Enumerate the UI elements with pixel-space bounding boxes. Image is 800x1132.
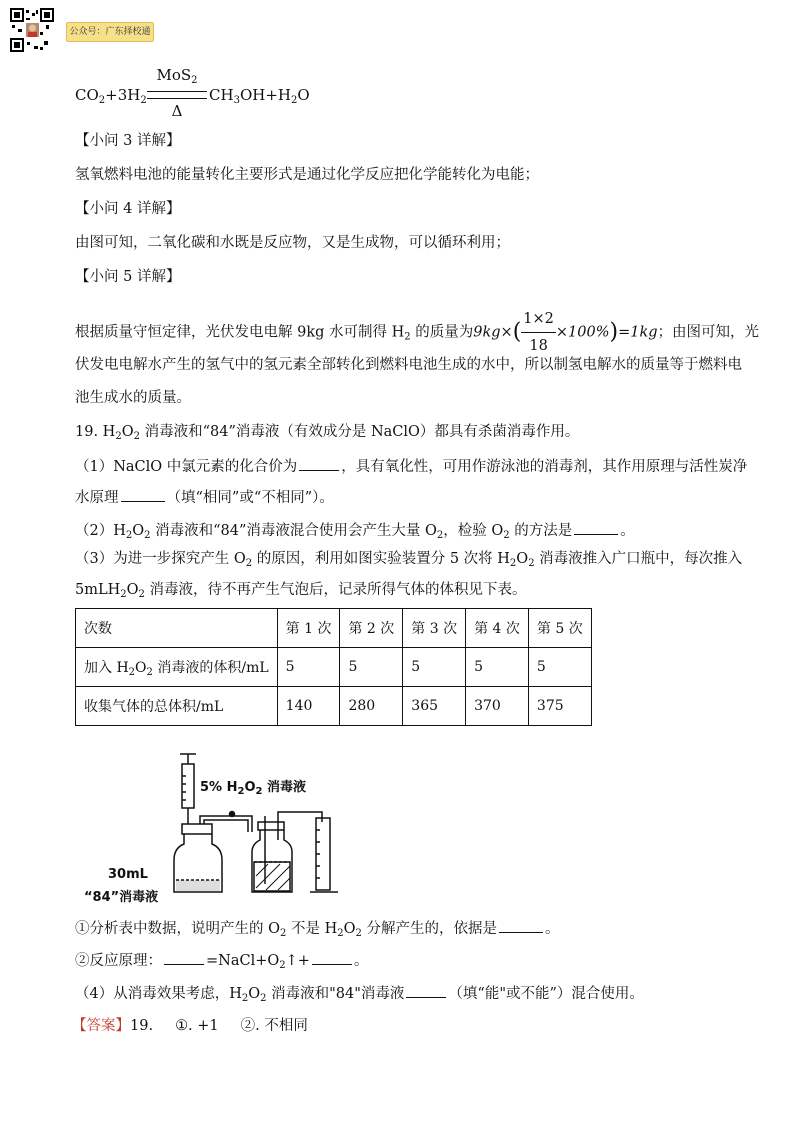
graduated-cylinder-icon	[310, 818, 338, 892]
answer-blank[interactable]	[299, 456, 339, 471]
chemical-equation	[75, 66, 335, 120]
answer-tag: 【答案】	[72, 1018, 130, 1034]
equation-double-line	[147, 91, 207, 99]
q5-text-line2: 伏发电电解水产生的氢气中的氢元素全部转化到燃料电池生成的水中，所以制氢电解水的质量等于燃料电	[75, 357, 742, 373]
experiment-apparatus	[110, 752, 370, 902]
syringe-icon	[180, 754, 196, 824]
table-row-label: 收集气体的总体积/mL	[76, 687, 278, 726]
table-header-row	[76, 609, 592, 648]
table-cell: 第 1 次	[277, 609, 340, 648]
bottle-label-line1: 30mL	[108, 867, 148, 882]
table-cell: 第 3 次	[403, 609, 466, 648]
answer-blank[interactable]	[312, 950, 352, 965]
q19-subq2: ②反应原理： $=NaCl+O_2↑+$ 。	[75, 950, 368, 976]
answer-blank[interactable]	[406, 983, 446, 998]
wash-bottle-icon	[252, 812, 322, 892]
answer-line	[72, 1016, 308, 1036]
table-cell: 5	[528, 648, 591, 687]
experiment-table	[75, 608, 592, 726]
bottle-label-line2: “84”消毒液	[84, 890, 159, 905]
table-cell: 第 5 次	[528, 609, 591, 648]
table-row	[76, 687, 592, 726]
q5-fraction: $\frac{1\times 2}{18}$	[521, 306, 556, 359]
answer-item-1: ①. +1	[175, 1018, 219, 1034]
q19-part3-line2: $5mLH_2O_2$ 消毒液，待不再产生气泡后，记录所得气体的体积见下表。	[75, 582, 527, 600]
equation-left: $CO_2+3H_2$	[75, 86, 147, 106]
equation-catalyst: MoS$_2$	[156, 66, 198, 86]
q4-heading: 【小问 4 详解】	[75, 201, 181, 217]
table-cell: 375	[528, 687, 591, 726]
table-cell: 次数	[76, 609, 278, 648]
hatch-pattern	[256, 864, 290, 890]
answer-number: 19.	[130, 1018, 154, 1034]
table-cell: 140	[277, 687, 340, 726]
q3-text: 氢氧燃料电池的能量转化主要形式是通过化学反应把化学能转化为电能；	[75, 167, 539, 183]
table-cell: 5	[466, 648, 529, 687]
q19-part4: （4）从消毒效果考虑，$H_2O_2$ 消毒液和"84"消毒液 （填“能"或不能”）混合使用。	[75, 983, 644, 1009]
q4-text: 由图可知，二氧化碳和水既是反应物，又是生成物，可以循环利用；	[75, 235, 510, 251]
source-badge: 公众号：广东择校通	[66, 22, 154, 42]
table-cell: 第 2 次	[340, 609, 403, 648]
q5-text-line1: 根据质量守恒定律，光伏发电电解 9kg 水可制得 $H_2$ 的质量为9kg×( $\frac{1\times 2}{18}$ ×100%)=1kg；由图可知，光	[75, 306, 759, 359]
qr-code	[10, 8, 54, 52]
q19-part1: （1）NaClO 中氯元素的化合价为 ，具有氧化性，可用作游泳池的消毒剂，其作用原理与活性炭净	[75, 456, 747, 477]
equation-condition: Δ	[171, 102, 183, 120]
syringe-label: 5% $H_2O_2$ 消毒液	[200, 780, 307, 797]
answer-blank[interactable]	[164, 950, 204, 965]
q19-part1-line2: 水原理 （填“相同”或“不相同”）。	[75, 487, 334, 508]
table-cell: 第 4 次	[466, 609, 529, 648]
equation-right: $CH_3OH+H_2O$	[209, 86, 310, 106]
q19-stem: 19. $H_2O_2$ 消毒液和“84”消毒液（有效成分是 NaClO）都具有杀菌消毒作用。	[75, 424, 580, 442]
q5-heading: 【小问 5 详解】	[75, 269, 181, 285]
apparatus-drawing	[110, 752, 370, 902]
q19-part3: （3）为进一步探究产生 $O_2$ 的原因，利用如图实验装置分 5 次将 $H_2O_2$ 消毒液推入广口瓶中，每次推入	[75, 551, 743, 569]
q3-heading: 【小问 3 详解】	[75, 133, 181, 149]
table-cell: 5	[277, 648, 340, 687]
answer-blank[interactable]	[499, 918, 543, 933]
q5-text-line3: 池生成水的质量。	[75, 390, 191, 406]
q19-subq1: ①分析表中数据，说明产生的 $O_2$ 不是 $H_2O_2$ 分解产生的，依据是 。	[75, 918, 560, 944]
table-cell: 5	[340, 648, 403, 687]
table-cell: 370	[466, 687, 529, 726]
table-cell: 365	[403, 687, 466, 726]
bottle-icon	[174, 824, 222, 892]
connecting-tube	[200, 812, 252, 833]
answer-blank[interactable]	[121, 487, 165, 502]
table-cell: 280	[340, 687, 403, 726]
answer-item-2: ②. 不相同	[240, 1018, 308, 1034]
table-cell: 5	[403, 648, 466, 687]
table-row	[76, 648, 592, 687]
q19-part2: $(2)H_2O_2$ 消毒液和“84”消毒液混合使用会产生大量 $O_2$，检验 $O_2$ 的方法是 。	[75, 520, 635, 546]
answer-blank[interactable]	[574, 520, 618, 535]
table-row-label: 加入 $H_2O_2$ 消毒液的体积/mL	[76, 648, 278, 687]
